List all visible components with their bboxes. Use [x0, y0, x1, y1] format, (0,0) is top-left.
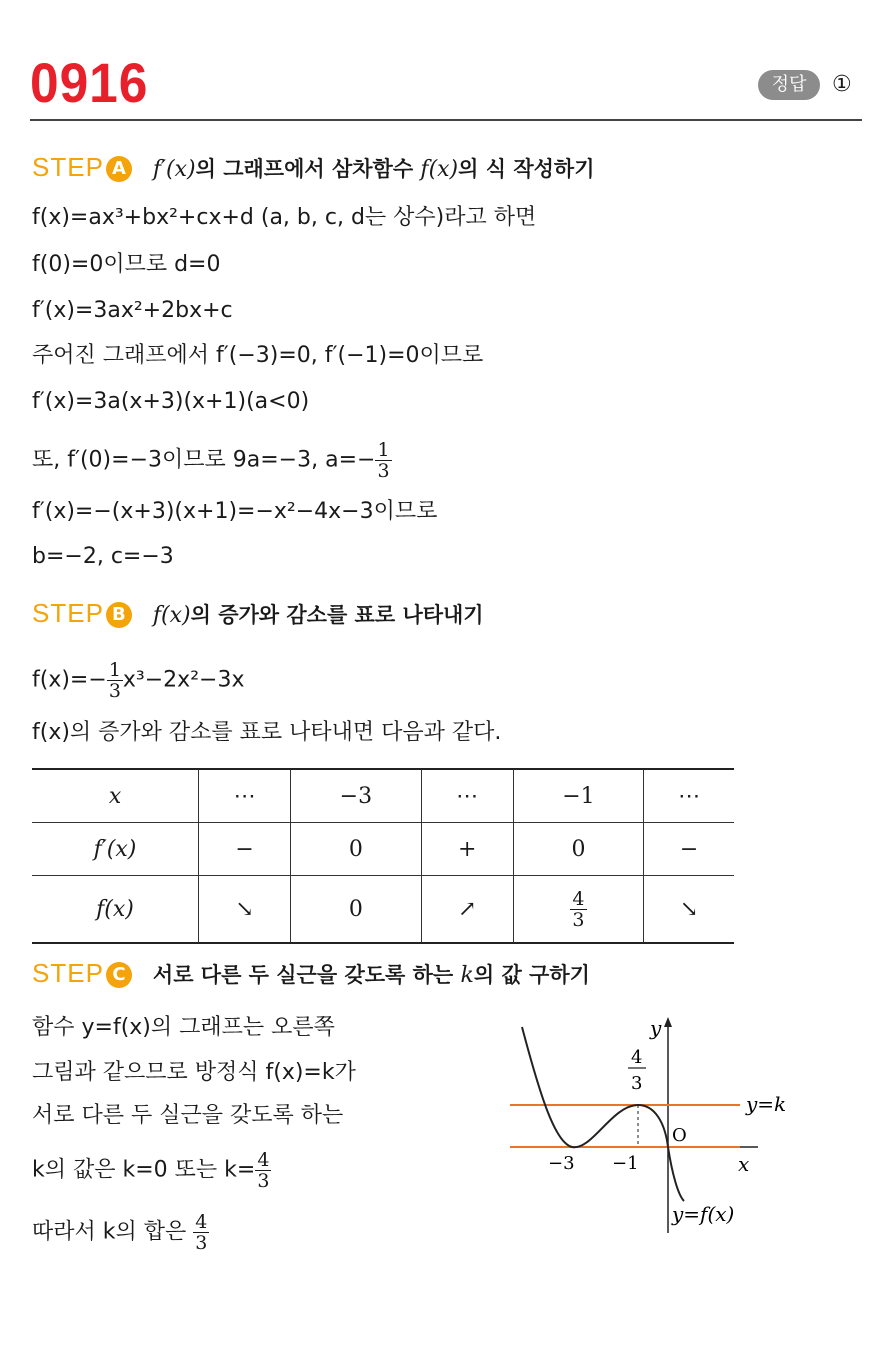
table-row	[32, 823, 734, 876]
curve-label: y=f(x)	[672, 1202, 735, 1226]
step-a-line-1: f(x)=ax³+bx²+cx+d (a, b, c, d는 상수)라고 하면	[32, 205, 537, 230]
answer-badge: 정답	[758, 70, 820, 100]
x-axis-label: x	[738, 1152, 750, 1176]
table-cell: ⋯	[421, 769, 513, 823]
step-a-line-5: f′(x)=3a(x+3)(x+1)(a<0)	[32, 389, 310, 414]
max-frac-num: 4	[572, 887, 585, 910]
step-b-line-1	[32, 660, 244, 701]
c-frac-num: 4	[257, 1149, 270, 1171]
origin-label: O	[672, 1125, 687, 1146]
a-frac-den: 3	[377, 460, 390, 482]
step-a-badge: A	[106, 156, 132, 182]
line-label: y=k	[746, 1092, 787, 1116]
step-c-line-1: 함수 y=f(x)의 그래프는 오른쪽	[32, 1015, 335, 1040]
step-c-line-3: 서로 다른 두 실근을 갖도록 하는	[32, 1103, 344, 1128]
step-a-line-8: b=−2, c=−3	[32, 544, 174, 569]
step-c-title-math: k	[460, 963, 474, 988]
step-a-title-text: 의 그래프에서 삼차함수	[195, 157, 421, 181]
sum-fraction	[193, 1212, 209, 1253]
step-a-title-math2: f(x)	[420, 157, 459, 182]
step-c-line-5-text: 따라서 k의 합은	[32, 1219, 194, 1245]
y-axis-arrow	[664, 1017, 672, 1027]
table-cell: ↗	[421, 876, 513, 944]
table-cell: −1	[513, 769, 644, 823]
step-b-label: STEP	[32, 598, 104, 628]
table-cell: −	[199, 823, 291, 876]
step-c-heading	[32, 958, 590, 991]
function-graph	[500, 1005, 820, 1245]
step-b-title-math: f(x)	[152, 603, 191, 628]
step-c-label: STEP	[32, 958, 104, 988]
tick-label-neg3: −3	[548, 1153, 575, 1174]
b-frac-den: 3	[108, 680, 121, 702]
sum-frac-num: 4	[195, 1211, 208, 1233]
step-b-line-1-prefix: f(x)=−	[32, 667, 107, 693]
table-cell: ⋯	[199, 769, 291, 823]
step-a-line-3: f′(x)=3ax²+2bx+c	[32, 298, 233, 323]
header-divider	[30, 119, 862, 121]
step-b-heading	[32, 598, 484, 631]
a-fraction	[375, 440, 391, 481]
tick-label-neg1: −1	[612, 1153, 639, 1174]
table-cell-max	[513, 876, 644, 944]
c-fraction	[255, 1150, 271, 1191]
step-b-line-1-suffix: x³−2x²−3x	[122, 667, 245, 693]
step-a-line-4: 주어진 그래프에서 f′(−3)=0, f′(−1)=0이므로	[32, 343, 484, 368]
table-cell: 0	[291, 823, 422, 876]
a-frac-num: 1	[377, 439, 390, 461]
step-c-line-4-text: k의 값은 k=0 또는 k=	[32, 1157, 256, 1183]
table-cell: −	[644, 823, 734, 876]
b-fraction	[107, 660, 123, 701]
increase-decrease-table	[32, 768, 734, 944]
max-frac-den: 3	[572, 908, 585, 931]
step-c-badge: C	[106, 962, 132, 988]
problem-number: 0916	[30, 51, 149, 114]
step-a-title-math: f′(x)	[152, 157, 196, 182]
answer-value: ①	[832, 72, 852, 97]
y-axis-label: y	[650, 1016, 662, 1040]
step-b-title-text: 의 증가와 감소를 표로 나타내기	[190, 603, 484, 627]
step-a-heading	[32, 152, 594, 185]
table-cell: f(x)	[32, 876, 199, 944]
table-cell: f′(x)	[32, 823, 199, 876]
function-curve	[522, 1027, 684, 1201]
step-a-line-6-text: 또, f′(0)=−3이므로 9a=−3, a=−	[32, 447, 376, 473]
table-cell: 0	[513, 823, 644, 876]
step-c-line-4	[32, 1150, 271, 1191]
table-row	[32, 769, 734, 823]
table-row	[32, 876, 734, 944]
step-a-line-6	[32, 440, 392, 481]
table-cell: ↘	[644, 876, 734, 944]
step-b-line-2: f(x)의 증가와 감소를 표로 나타내면 다음과 같다.	[32, 720, 502, 745]
step-c-line-5	[32, 1212, 209, 1253]
step-b-badge: B	[106, 602, 132, 628]
sum-frac-den: 3	[195, 1232, 208, 1254]
max-value-den: 3	[631, 1073, 643, 1094]
max-value-num: 4	[631, 1047, 643, 1068]
step-a-title-text2: 의 식 작성하기	[458, 157, 595, 181]
step-a-line-2: f(0)=0이므로 d=0	[32, 252, 221, 277]
step-c-title-text: 서로 다른 두 실근을 갖도록 하는	[152, 963, 461, 987]
step-a-line-7: f′(x)=−(x+3)(x+1)=−x²−4x−3이므로	[32, 499, 438, 524]
b-frac-num: 1	[108, 659, 121, 681]
step-a-label: STEP	[32, 152, 104, 182]
c-frac-den: 3	[257, 1170, 270, 1192]
step-c-line-2: 그림과 같으므로 방정식 f(x)=k가	[32, 1060, 356, 1085]
table-cell: ↘	[199, 876, 291, 944]
step-c-title-text2: 의 값 구하기	[473, 963, 590, 987]
table-cell: ⋯	[644, 769, 734, 823]
table-cell: −3	[291, 769, 422, 823]
table-cell: 0	[291, 876, 422, 944]
max-fraction	[570, 889, 586, 930]
table-cell: x	[32, 769, 199, 823]
table-cell: +	[421, 823, 513, 876]
